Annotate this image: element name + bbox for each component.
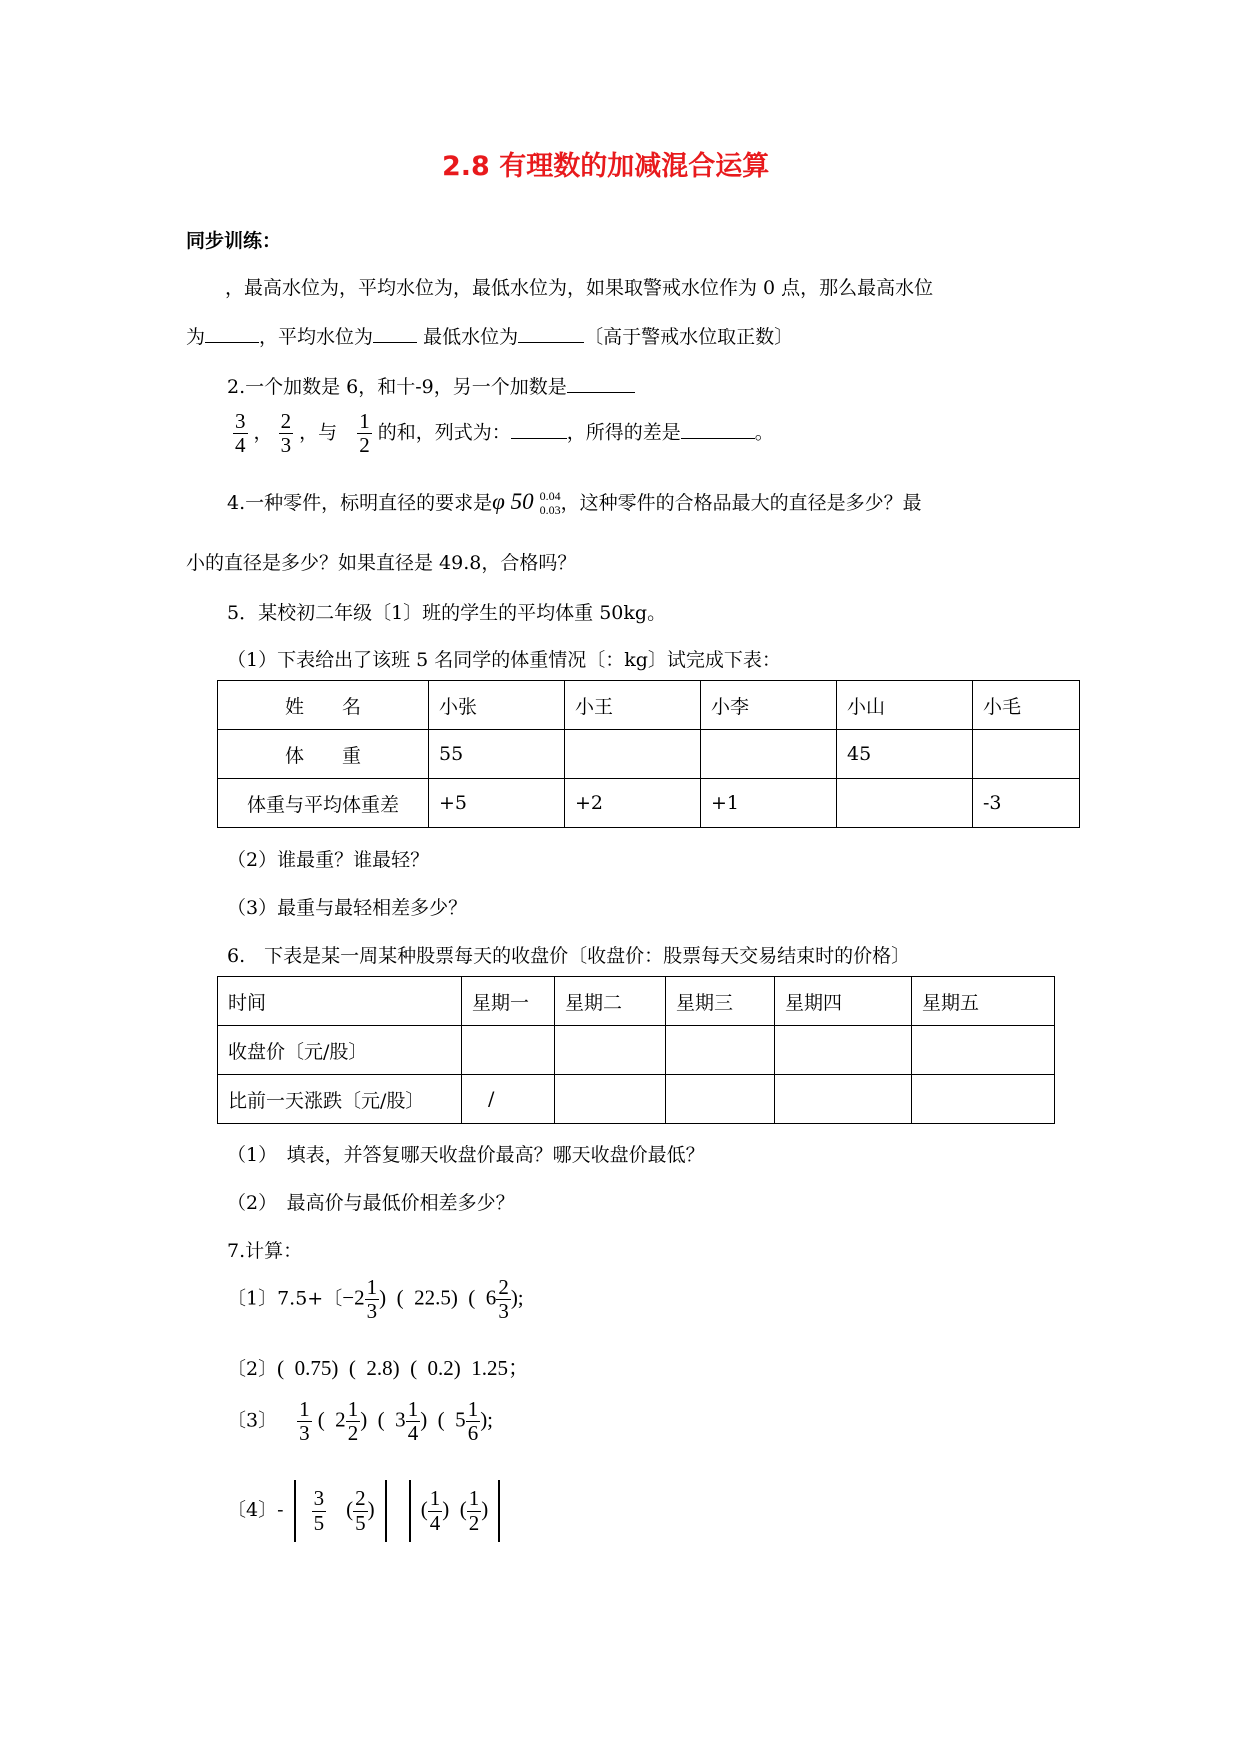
- table-cell[interactable]: [555, 1075, 666, 1124]
- q7-e2-label: 〔2〕: [227, 1358, 278, 1380]
- table-row: [218, 730, 1080, 779]
- q7-e3-label: 〔3〕: [227, 1409, 278, 1432]
- q4-line1: [227, 488, 922, 518]
- q3-f1-numerator: 3: [235, 409, 246, 433]
- q4-tolerance: [540, 490, 561, 518]
- q3-mid: ，与: [299, 421, 338, 444]
- q5-sub1: （1）下表给出了该班 5 名同学的体重情况〔：kg〕试完成下表：: [227, 649, 781, 671]
- q7-e4-part3: (: [420, 1497, 428, 1521]
- abs-bar-mid-1: [385, 1480, 387, 1542]
- q3-blank-result[interactable]: [681, 418, 755, 439]
- q4-tol-lower: 0.03: [539, 503, 561, 517]
- numerator: 3: [313, 1486, 325, 1511]
- q3-text-a: 的和，列式为：: [377, 421, 511, 444]
- table-cell[interactable]: [701, 730, 837, 779]
- q3-f2-denominator: 3: [280, 433, 292, 458]
- q7-e4-fraction-3: [428, 1487, 443, 1534]
- table-cell: 星期五: [912, 977, 1055, 1026]
- q4-line2: 小的直径是多少？如果直径是 49.8，合格吗？: [186, 552, 577, 574]
- q7-e1-fraction-1: [365, 1276, 380, 1323]
- table-cell: 星期三: [666, 977, 775, 1026]
- q7-e2-expr: ( 0.75) ( 2.8) ( 0.2) 1.25；: [277, 1356, 530, 1380]
- numerator: 1: [429, 1486, 441, 1511]
- q1-text-a: 为: [186, 326, 206, 348]
- q3-f1-denominator: 4: [235, 433, 246, 458]
- q4-tol-upper: 0.04: [539, 489, 561, 504]
- abs-bar-mid-2: [409, 1480, 411, 1542]
- table-cell[interactable]: [837, 779, 973, 828]
- q7-e4-part5: ): [481, 1497, 489, 1521]
- table-header-row: [218, 681, 1080, 730]
- q7-e1-fraction-2: [496, 1276, 511, 1323]
- table-cell: 时间: [218, 977, 462, 1026]
- denominator: 4: [429, 1510, 441, 1535]
- denominator: 2: [468, 1510, 480, 1535]
- q7-e3-part1: ( 2: [317, 1407, 346, 1432]
- q3-fraction-1: [233, 410, 248, 457]
- q7-e4-part1: (: [346, 1497, 354, 1521]
- abs-bar-right: [498, 1480, 500, 1542]
- table-row: [218, 1026, 1055, 1075]
- q2-line: [227, 372, 635, 399]
- q6-intro: 6. 下表是某一周某种股票每天的收盘价〔收盘价：股票每天交易结束时的价格〕: [227, 945, 911, 967]
- table-cell: +1: [701, 779, 837, 828]
- table-cell: 星期一: [462, 977, 555, 1026]
- table-cell[interactable]: [565, 730, 701, 779]
- table-cell: 星期四: [775, 977, 912, 1026]
- q4-phi: φ 50: [492, 489, 534, 514]
- q3-text-c: 。: [754, 421, 774, 444]
- q7-expr-3: [227, 1398, 493, 1445]
- q1-text-b: ，平均水位为: [259, 326, 374, 348]
- q1-blank-max[interactable]: [205, 322, 259, 343]
- abs-bar-left: [294, 1480, 296, 1542]
- q7-e3-fraction-1: [297, 1398, 312, 1445]
- table-cell: 比前一天涨跌〔元/股〕: [218, 1075, 462, 1124]
- numerator: 2: [355, 1486, 366, 1511]
- q6-sub1: （1） 填表，并答复哪天收盘价最高？哪天收盘价最低？: [227, 1144, 705, 1166]
- denominator: 4: [407, 1421, 419, 1446]
- table-cell[interactable]: [775, 1026, 912, 1075]
- denominator: 5: [313, 1510, 325, 1535]
- table-row: [218, 779, 1080, 828]
- q2-blank[interactable]: [567, 372, 635, 393]
- q7-e1-label: 〔1〕7.5+〔: [227, 1287, 343, 1310]
- q4-suffix: ，这种零件的合格品最大的直径是多少？最: [560, 492, 922, 514]
- q1-blank-avg[interactable]: [373, 322, 417, 343]
- q7-e4-part2: ): [367, 1497, 375, 1521]
- denominator: 3: [366, 1299, 378, 1324]
- q7-e3-fraction-3: [406, 1398, 421, 1445]
- table-cell: 姓 名: [218, 681, 429, 730]
- table-cell: +5: [429, 779, 565, 828]
- q7-e4-fraction-4: [467, 1487, 482, 1534]
- table-cell: 45: [837, 730, 973, 779]
- q5-sub3: （3）最重与最轻相差多少？: [227, 897, 468, 919]
- table-cell: 体 重: [218, 730, 429, 779]
- table-cell[interactable]: [912, 1075, 1055, 1124]
- numerator: 1: [299, 1397, 310, 1421]
- q1-line1: ，最高水位为，平均水位为，最低水位为，如果取警戒水位作为 0 点，那么最高水位: [225, 277, 934, 299]
- table-cell: 55: [429, 730, 565, 779]
- table-cell: 收盘价〔元/股〕: [218, 1026, 462, 1075]
- table-cell: 小毛: [973, 681, 1080, 730]
- table-row: [218, 1075, 1055, 1124]
- page-title: 2.8 有理数的加减混合运算: [442, 151, 770, 182]
- q1-blank-min[interactable]: [518, 322, 584, 343]
- q7-e4-fraction-2: [353, 1487, 368, 1534]
- q3-f3-numerator: 1: [359, 409, 370, 433]
- q7-e4-label: 〔4〕-: [227, 1499, 284, 1521]
- denominator: 6: [467, 1421, 479, 1446]
- table-cell: -3: [973, 779, 1080, 828]
- q7-e3-fraction-2: [346, 1398, 361, 1445]
- table-cell: 小张: [429, 681, 565, 730]
- q7-e1-part1: −2: [342, 1285, 365, 1310]
- table-cell[interactable]: [775, 1075, 912, 1124]
- stock-table: [217, 976, 1055, 1124]
- q7-e4-fraction-1: [312, 1487, 327, 1534]
- q5-intro: 5．某校初二年级〔1〕班的学生的平均体重 50kg。: [227, 602, 667, 624]
- table-cell[interactable]: [462, 1026, 555, 1075]
- table-cell: 星期二: [555, 977, 666, 1026]
- numerator: 1: [407, 1397, 419, 1421]
- numerator: 1: [468, 1486, 480, 1511]
- table-cell: 体重与平均体重差: [218, 779, 429, 828]
- table-cell: 小李: [701, 681, 837, 730]
- q1-text-d: 〔高于警戒水位取正数〕: [584, 326, 794, 348]
- denominator: 3: [299, 1421, 310, 1446]
- q7-e3-fraction-4: [466, 1398, 481, 1445]
- table-cell: /: [462, 1075, 555, 1124]
- numerator: 1: [347, 1397, 359, 1421]
- q3-text-b: ，所得的差是: [566, 421, 681, 444]
- q3-fraction-3: [357, 410, 372, 457]
- table-cell[interactable]: [912, 1026, 1055, 1075]
- table-cell[interactable]: [973, 730, 1080, 779]
- q7-expr-4: [227, 1480, 504, 1542]
- table-cell[interactable]: [555, 1026, 666, 1075]
- q7-expr-1: [227, 1276, 524, 1323]
- q5-sub2: （2）谁最重？谁最轻？: [227, 849, 430, 871]
- q1-text-c: 最低水位为: [417, 326, 519, 348]
- q7-e1-part3: );: [510, 1285, 524, 1310]
- q3-line: $\frac{3}{4}$ ， $\frac{2}{3}$ ，与 $\frac{1}{2}$ 的和，列式为： ，所得的差是 。: [235, 409, 774, 458]
- q7-e3-part3: ) ( 5: [420, 1407, 466, 1432]
- q3-f2-numerator: 2: [280, 409, 292, 433]
- q1-line2: [186, 322, 793, 349]
- q7-e4-part4: ) (: [442, 1497, 467, 1521]
- q6-sub2: （2） 最高价与最低价相差多少？: [227, 1192, 515, 1214]
- section-label: 同步训练：: [186, 230, 282, 252]
- q7-e3-part4: );: [480, 1407, 494, 1432]
- q7-e3-part2: ) ( 3: [360, 1407, 406, 1432]
- table-cell: 小王: [565, 681, 701, 730]
- q2-text: 2.一个加数是 6，和十-9，另一个加数是: [227, 376, 567, 398]
- table-cell: 小山: [837, 681, 973, 730]
- q3-blank-expr[interactable]: [511, 418, 567, 439]
- table-header-row: [218, 977, 1055, 1026]
- weight-table: [217, 680, 1080, 828]
- denominator: 3: [498, 1299, 509, 1324]
- numerator: 1: [366, 1275, 378, 1299]
- q7-e1-part2: ) ( 22.5) ( 6: [379, 1285, 497, 1310]
- numerator: 1: [467, 1397, 479, 1421]
- q3-fraction-2: [279, 410, 294, 457]
- denominator: 5: [355, 1510, 366, 1535]
- table-cell[interactable]: [666, 1075, 775, 1124]
- q4-prefix: 4.一种零件，标明直径的要求是: [227, 492, 493, 514]
- table-cell[interactable]: [666, 1026, 775, 1075]
- numerator: 2: [498, 1275, 509, 1299]
- q3-f3-denominator: 2: [359, 433, 370, 458]
- denominator: 2: [347, 1421, 359, 1446]
- q7-intro: 7.计算：: [227, 1240, 303, 1262]
- q7-expr-2: [227, 1352, 529, 1382]
- table-cell: +2: [565, 779, 701, 828]
